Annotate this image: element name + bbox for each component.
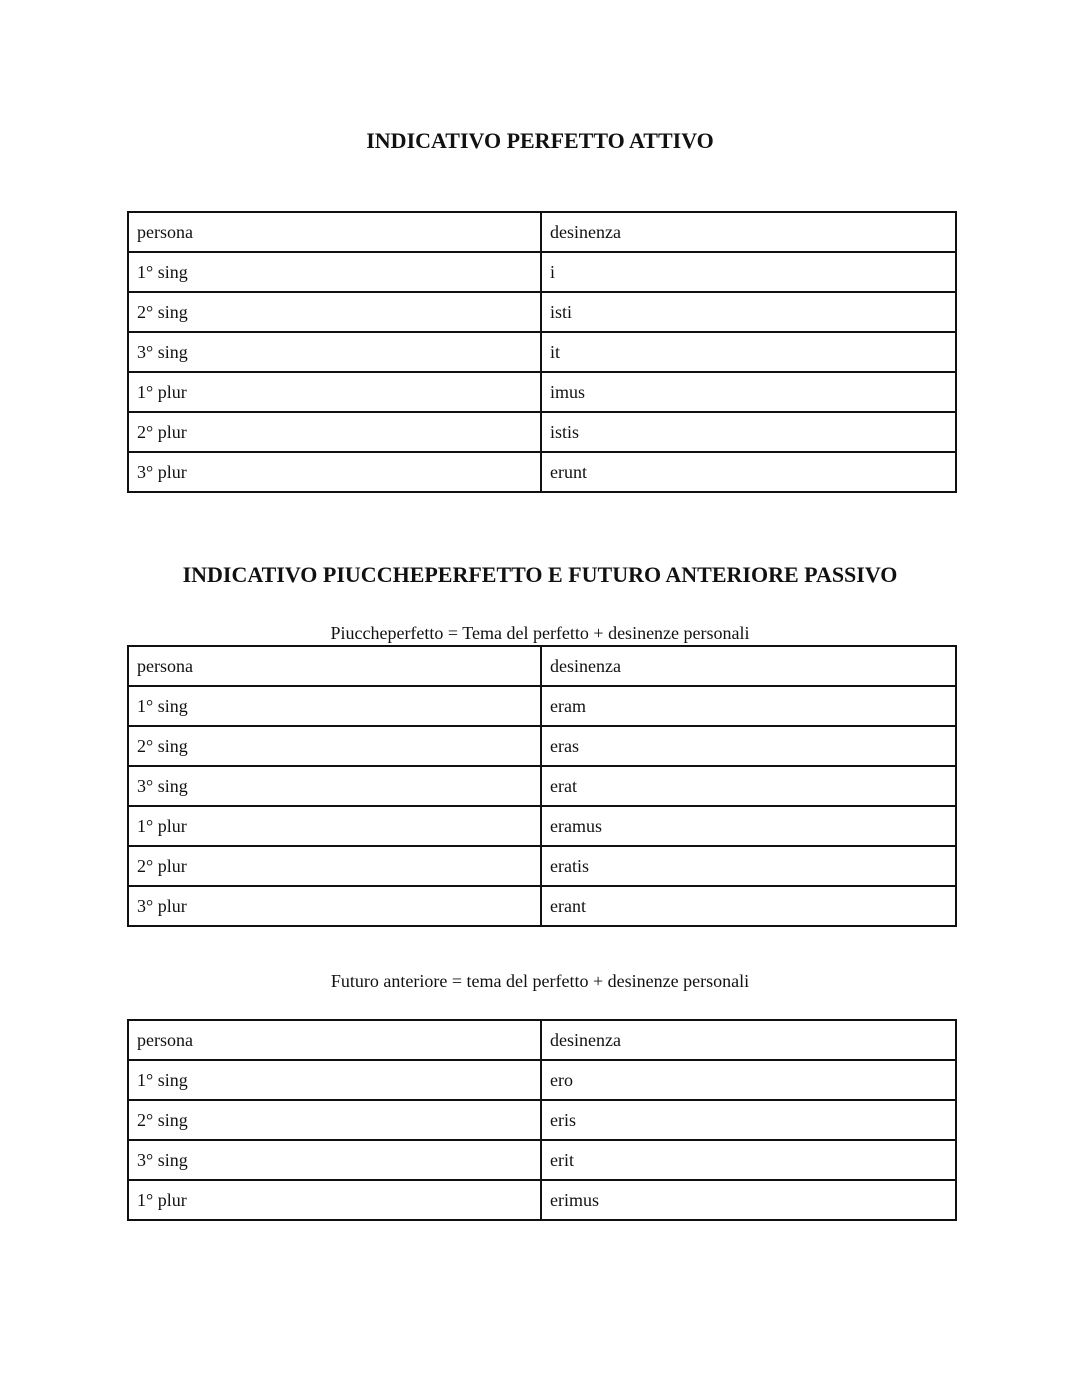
- caption-piuccheperfetto: Piuccheperfetto = Tema del perfetto + desinenze personali: [330, 623, 750, 643]
- table-row: [128, 686, 956, 726]
- table-row: [128, 1140, 956, 1180]
- cell-desinenza: eras: [541, 726, 956, 766]
- cell-desinenza: ero: [541, 1060, 956, 1100]
- header-desinenza: desinenza: [541, 1020, 956, 1060]
- cell-persona: 2° plur: [128, 412, 541, 452]
- section-title-piuccheperfetto-futuro: INDICATIVO PIUCCHEPERFETTO E FUTURO ANTERIORE PASSIVO: [182, 562, 898, 587]
- table-row: [128, 332, 956, 372]
- cell-persona: 1° sing: [128, 686, 541, 726]
- cell-persona: 3° sing: [128, 1140, 541, 1180]
- header-desinenza: desinenza: [541, 212, 956, 252]
- cell-persona: 3° sing: [128, 332, 541, 372]
- cell-persona: 1° sing: [128, 252, 541, 292]
- table-row: [128, 1060, 956, 1100]
- cell-desinenza: eris: [541, 1100, 956, 1140]
- cell-persona: 2° sing: [128, 1100, 541, 1140]
- table-row: [128, 1100, 956, 1140]
- cell-desinenza: eratis: [541, 846, 956, 886]
- cell-desinenza: i: [541, 252, 956, 292]
- cell-desinenza: erant: [541, 886, 956, 926]
- header-persona: persona: [128, 212, 541, 252]
- table-futuro-anteriore: [127, 1019, 957, 1221]
- cell-desinenza: erunt: [541, 452, 956, 492]
- cell-desinenza: imus: [541, 372, 956, 412]
- cell-persona: 1° plur: [128, 1180, 541, 1220]
- cell-desinenza: it: [541, 332, 956, 372]
- cell-persona: 3° plur: [128, 886, 541, 926]
- cell-persona: 1° sing: [128, 1060, 541, 1100]
- table-row: [128, 886, 956, 926]
- table-header-row: [128, 212, 956, 252]
- cell-desinenza: erit: [541, 1140, 956, 1180]
- cell-persona: 3° sing: [128, 766, 541, 806]
- table-header-row: [128, 646, 956, 686]
- table-row: [128, 252, 956, 292]
- cell-desinenza: erat: [541, 766, 956, 806]
- table-row: [128, 292, 956, 332]
- table-row: [128, 806, 956, 846]
- table-header-row: [128, 1020, 956, 1060]
- cell-desinenza: istis: [541, 412, 956, 452]
- table-row: [128, 726, 956, 766]
- cell-persona: 3° plur: [128, 452, 541, 492]
- header-desinenza: desinenza: [541, 646, 956, 686]
- table-row: [128, 372, 956, 412]
- table-row: [128, 766, 956, 806]
- cell-desinenza: eram: [541, 686, 956, 726]
- table-row: [128, 412, 956, 452]
- section-title-perfetto: INDICATIVO PERFETTO ATTIVO: [366, 128, 714, 153]
- table-perfetto: [127, 211, 957, 493]
- cell-desinenza: erimus: [541, 1180, 956, 1220]
- cell-persona: 2° plur: [128, 846, 541, 886]
- cell-desinenza: isti: [541, 292, 956, 332]
- header-persona: persona: [128, 646, 541, 686]
- cell-persona: 1° plur: [128, 372, 541, 412]
- caption-futuro-anteriore: Futuro anteriore = tema del perfetto + desinenze personali: [330, 971, 750, 991]
- table-row: [128, 1180, 956, 1220]
- table-row: [128, 846, 956, 886]
- cell-persona: 1° plur: [128, 806, 541, 846]
- table-piuccheperfetto: [127, 645, 957, 927]
- header-persona: persona: [128, 1020, 541, 1060]
- cell-desinenza: eramus: [541, 806, 956, 846]
- cell-persona: 2° sing: [128, 726, 541, 766]
- cell-persona: 2° sing: [128, 292, 541, 332]
- table-row: [128, 452, 956, 492]
